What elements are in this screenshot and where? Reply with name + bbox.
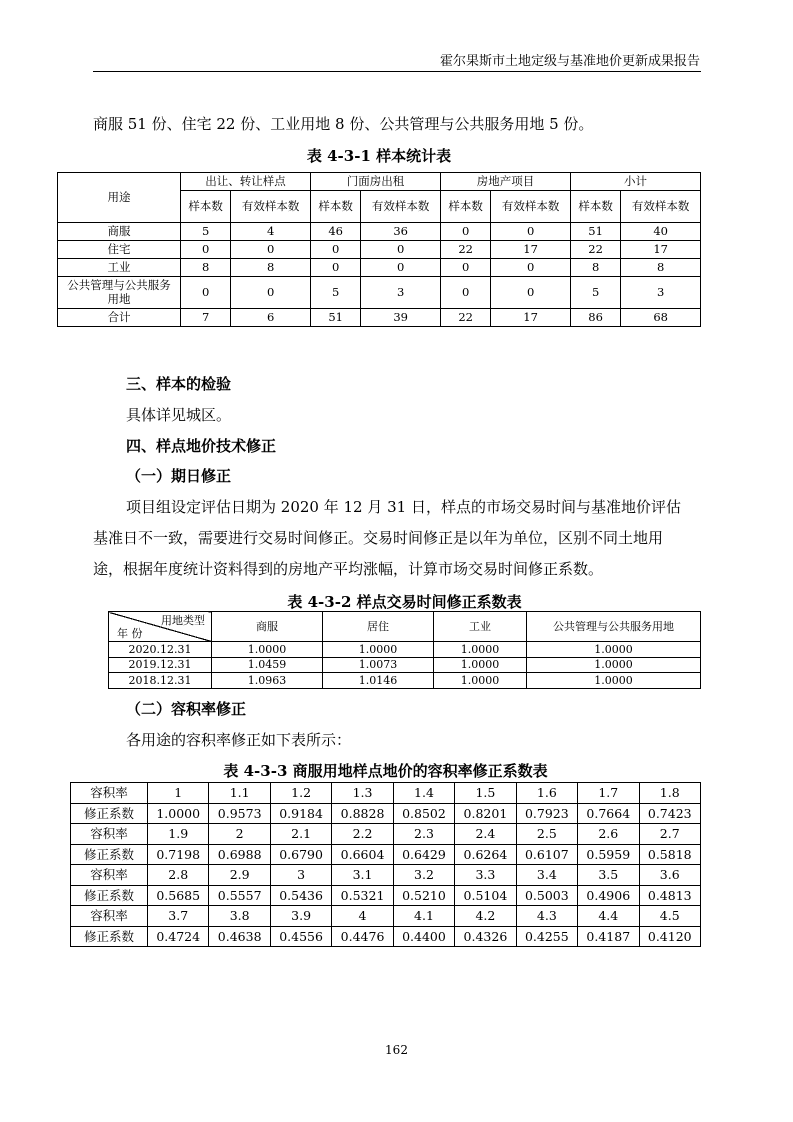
cell: 0.4400 <box>393 926 454 947</box>
cell: 3.9 <box>270 906 331 927</box>
cell: 1.0146 <box>323 673 434 689</box>
cell: 86 <box>570 309 620 327</box>
table1-sub-header: 有效样本数 <box>231 191 311 223</box>
table-row <box>58 259 701 277</box>
cell: 0.6107 <box>516 844 577 865</box>
cell: 2.7 <box>639 824 701 845</box>
cell: 0.4255 <box>516 926 577 947</box>
section-4-heading: 四、样点地价技术修正 <box>126 437 277 455</box>
row-label: 容积率 <box>71 906 148 927</box>
year-cell: 2018.12.31 <box>109 673 212 689</box>
cell: 3.3 <box>455 865 516 886</box>
cell: 0.5818 <box>639 844 701 865</box>
table-row <box>71 885 701 906</box>
cell: 0 <box>491 277 571 309</box>
cell: 1.0459 <box>212 657 323 673</box>
cell: 4 <box>332 906 393 927</box>
cell: 0.9573 <box>209 803 270 824</box>
cell: 4.2 <box>455 906 516 927</box>
cell: 0 <box>440 277 490 309</box>
cell: 1.0000 <box>323 642 434 658</box>
cell: 0.4906 <box>578 885 639 906</box>
cell: 68 <box>621 309 701 327</box>
table-row <box>58 241 701 259</box>
section-3-text: 具体详见城区。 <box>126 406 232 424</box>
year-cell: 2019.12.31 <box>109 657 212 673</box>
table-row <box>58 223 701 241</box>
cell: 0 <box>491 259 571 277</box>
cell: 4.4 <box>578 906 639 927</box>
cell: 0.7423 <box>639 803 701 824</box>
cell: 8 <box>181 259 231 277</box>
table1-group-header: 房地产项目 <box>440 173 570 191</box>
table-row <box>109 657 701 673</box>
cell: 1.7 <box>578 783 639 804</box>
cell: 0.6790 <box>270 844 331 865</box>
cell: 8 <box>621 259 701 277</box>
table2-caption: 表 4-3-2 样点交易时间修正系数表 <box>287 593 522 611</box>
diag-top-label: 用地类型 <box>161 614 205 627</box>
table2-diagonal-header <box>109 612 212 642</box>
row-label: 工业 <box>58 259 181 277</box>
cell: 1.0073 <box>323 657 434 673</box>
cell: 1.0000 <box>434 673 527 689</box>
year-cell: 2020.12.31 <box>109 642 212 658</box>
cell: 2.5 <box>516 824 577 845</box>
cell: 22 <box>440 241 490 259</box>
cell: 0.9184 <box>270 803 331 824</box>
cell: 0 <box>181 241 231 259</box>
cell: 0.5321 <box>332 885 393 906</box>
row-label: 合计 <box>58 309 181 327</box>
cell: 40 <box>621 223 701 241</box>
cell: 51 <box>310 309 360 327</box>
diag-bottom-label: 年 份 <box>117 626 143 640</box>
cell: 0.7664 <box>578 803 639 824</box>
subsection-1-heading: （一）期日修正 <box>126 467 232 485</box>
cell: 0 <box>310 259 360 277</box>
subsection-2-heading: （二）容积率修正 <box>126 700 247 718</box>
cell: 3 <box>270 865 331 886</box>
row-label: 修正系数 <box>71 844 148 865</box>
cell: 3.7 <box>148 906 209 927</box>
cell: 2.3 <box>393 824 454 845</box>
table-row <box>58 309 701 327</box>
table1-group-header: 小计 <box>570 173 700 191</box>
cell: 0.4120 <box>639 926 701 947</box>
sample-stat-table <box>57 172 701 327</box>
cell: 0 <box>181 277 231 309</box>
table1-sub-header: 样本数 <box>310 191 360 223</box>
cell: 8 <box>570 259 620 277</box>
cell: 1.3 <box>332 783 393 804</box>
table2-col-header: 商服 <box>212 612 323 642</box>
cell: 6 <box>231 309 311 327</box>
row-label: 修正系数 <box>71 803 148 824</box>
cell: 51 <box>570 223 620 241</box>
cell: 17 <box>491 309 571 327</box>
cell: 0.4813 <box>639 885 701 906</box>
cell: 8 <box>231 259 311 277</box>
cell: 3.4 <box>516 865 577 886</box>
cell: 0.6604 <box>332 844 393 865</box>
cell: 3.8 <box>209 906 270 927</box>
cell: 1.0000 <box>527 657 701 673</box>
cell: 1.6 <box>516 783 577 804</box>
cell: 0 <box>491 223 571 241</box>
cell: 4.3 <box>516 906 577 927</box>
paragraph-line: 途，根据年度统计资料得到的房地产平均涨幅，计算市场交易时间修正系数。 <box>93 560 604 578</box>
cell: 36 <box>361 223 441 241</box>
table-row <box>71 926 701 947</box>
cell: 39 <box>361 309 441 327</box>
cell: 3 <box>621 277 701 309</box>
cell: 2.9 <box>209 865 270 886</box>
cell: 1.5 <box>455 783 516 804</box>
cell: 0.7923 <box>516 803 577 824</box>
cell: 1.0000 <box>527 673 701 689</box>
cell: 1.9 <box>148 824 209 845</box>
cell: 0 <box>440 259 490 277</box>
cell: 17 <box>621 241 701 259</box>
cell: 0.5003 <box>516 885 577 906</box>
table1-sub-header: 样本数 <box>570 191 620 223</box>
table2-col-header: 公共管理与公共服务用地 <box>527 612 701 642</box>
cell: 1.4 <box>393 783 454 804</box>
far-correction-table <box>70 782 701 947</box>
table2-col-header: 居住 <box>323 612 434 642</box>
table-row <box>109 642 701 658</box>
paragraph-line: 基准日不一致，需要进行交易时间修正。交易时间修正是以年为单位，区别不同土地用 <box>93 529 664 547</box>
table-row <box>71 803 701 824</box>
cell: 0.4556 <box>270 926 331 947</box>
table-row <box>71 783 701 804</box>
cell: 22 <box>440 309 490 327</box>
cell: 0 <box>361 241 441 259</box>
cell: 1.8 <box>639 783 701 804</box>
row-label: 容积率 <box>71 783 148 804</box>
cell: 46 <box>310 223 360 241</box>
cell: 1.2 <box>270 783 331 804</box>
table3-caption: 表 4-3-3 商服用地样点地价的容积率修正系数表 <box>223 762 548 780</box>
page-header: 霍尔果斯市土地定级与基准地价更新成果报告 <box>439 54 700 69</box>
cell: 0.4187 <box>578 926 639 947</box>
cell: 0.8502 <box>393 803 454 824</box>
cell: 2 <box>209 824 270 845</box>
row-label: 容积率 <box>71 865 148 886</box>
cell: 0.4724 <box>148 926 209 947</box>
cell: 0.5557 <box>209 885 270 906</box>
cell: 4.5 <box>639 906 701 927</box>
table-row <box>58 277 701 309</box>
cell: 3.2 <box>393 865 454 886</box>
table1-sub-header: 样本数 <box>440 191 490 223</box>
cell: 0.6429 <box>393 844 454 865</box>
cell: 0.5959 <box>578 844 639 865</box>
row-label: 商服 <box>58 223 181 241</box>
cell: 0.8828 <box>332 803 393 824</box>
table1-group-header: 门面房出租 <box>310 173 440 191</box>
cell: 1.0000 <box>527 642 701 658</box>
cell: 17 <box>491 241 571 259</box>
cell: 5 <box>570 277 620 309</box>
cell: 1.0000 <box>434 642 527 658</box>
cell: 2.8 <box>148 865 209 886</box>
cell: 0.5436 <box>270 885 331 906</box>
table-row <box>71 906 701 927</box>
cell: 0.6264 <box>455 844 516 865</box>
cell: 0.4326 <box>455 926 516 947</box>
cell: 0.6988 <box>209 844 270 865</box>
paragraph-line: 各用途的容积率修正如下表所示： <box>126 731 352 749</box>
cell: 4 <box>231 223 311 241</box>
cell: 2.1 <box>270 824 331 845</box>
cell: 2.2 <box>332 824 393 845</box>
cell: 5 <box>310 277 360 309</box>
row-label: 修正系数 <box>71 885 148 906</box>
table1-use-header: 用途 <box>58 173 181 223</box>
cell: 0.5685 <box>148 885 209 906</box>
cell: 1.0963 <box>212 673 323 689</box>
cell: 0 <box>310 241 360 259</box>
cell: 1.0000 <box>212 642 323 658</box>
cell: 0.4476 <box>332 926 393 947</box>
header-rule <box>93 71 701 72</box>
cell: 1.0000 <box>434 657 527 673</box>
cell: 0.5210 <box>393 885 454 906</box>
cell: 0 <box>361 259 441 277</box>
table1-group-header: 出让、转让样点 <box>181 173 311 191</box>
cell: 3.6 <box>639 865 701 886</box>
cell: 0 <box>231 277 311 309</box>
cell: 3.5 <box>578 865 639 886</box>
table1-sub-header: 样本数 <box>181 191 231 223</box>
row-label: 修正系数 <box>71 926 148 947</box>
page-number: 162 <box>385 1043 408 1057</box>
cell: 7 <box>181 309 231 327</box>
table-row <box>71 824 701 845</box>
cell: 0.8201 <box>455 803 516 824</box>
cell: 0.5104 <box>455 885 516 906</box>
cell: 1 <box>148 783 209 804</box>
table-row <box>71 844 701 865</box>
cell: 1.0000 <box>148 803 209 824</box>
section-3-heading: 三、样本的检验 <box>126 375 232 393</box>
table-row <box>71 865 701 886</box>
cell: 5 <box>181 223 231 241</box>
cell: 0 <box>231 241 311 259</box>
paragraph-line: 项目组设定评估日期为 2020 年 12 月 31 日，样点的市场交易时间与基准地价评估 <box>126 498 681 516</box>
cell: 2.6 <box>578 824 639 845</box>
table1-sub-header: 有效样本数 <box>361 191 441 223</box>
row-label: 容积率 <box>71 824 148 845</box>
intro-line: 商服 51 份、住宅 22 份、工业用地 8 份、公共管理与公共服务用地 5 份。 <box>93 115 594 133</box>
table-row <box>109 673 701 689</box>
cell: 1.1 <box>209 783 270 804</box>
cell: 3.1 <box>332 865 393 886</box>
row-label: 公共管理与公共服务用地 <box>58 277 181 309</box>
cell: 2.4 <box>455 824 516 845</box>
table1-sub-header: 有效样本数 <box>491 191 571 223</box>
table1-caption: 表 4-3-1 样本统计表 <box>306 147 452 165</box>
table2-col-header: 工业 <box>434 612 527 642</box>
cell: 3 <box>361 277 441 309</box>
cell: 0 <box>440 223 490 241</box>
table1-sub-header: 有效样本数 <box>621 191 701 223</box>
time-correction-table <box>108 611 701 689</box>
row-label: 住宅 <box>58 241 181 259</box>
cell: 4.1 <box>393 906 454 927</box>
cell: 0.4638 <box>209 926 270 947</box>
cell: 22 <box>570 241 620 259</box>
cell: 0.7198 <box>148 844 209 865</box>
